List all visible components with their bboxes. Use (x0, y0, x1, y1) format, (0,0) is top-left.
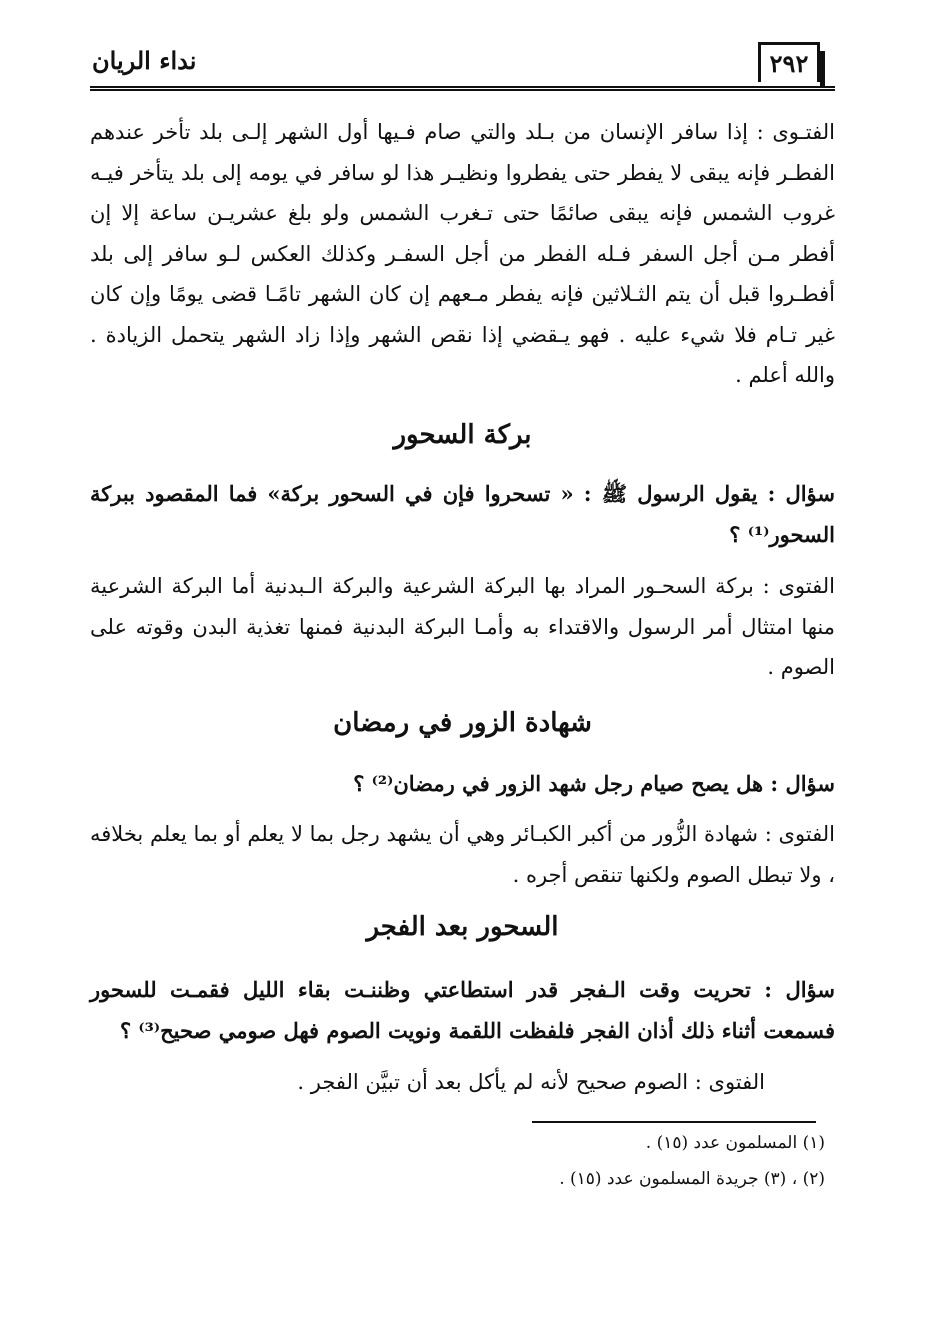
running-header-title: نداء الريان (92, 46, 197, 75)
section-suhoor-after-dawn (90, 970, 835, 1051)
page-number: ٢٩٢ (758, 42, 820, 82)
section-heading: شهادة الزور في رمضان (333, 708, 592, 738)
question-paragraph: سؤال : يقول الرسول ﷺ : « تسحروا فإن في السحور بركة» فما المقصود ببركة السحور⁽¹⁾ ؟ (90, 481, 835, 547)
section-heading: بركة السحور (393, 420, 532, 450)
header-divider (90, 86, 835, 91)
fatwa-paragraph: الفتـوى : إذا سافر الإنسان من بـلد والتي صام فـيها أول الشهر إلـى بلد تأخر عندهم الفطـر فإنه يبقى لا يفطر حتى يفطروا ونظيـر هذا لو سافر في يومه إلى بلد يتأخر فيـه غروب الشمس فإنه يبقى صائمًا حتى تـغرب الشمس ولو بلغ عشريـن ساعة إلا إن أفطر مـن أجل السفر فـله الفطر من أجل السفـر وكذلك العكس لـو سافر إلى بلد أفطـروا قبل أن يتم الثـلاثين فإنه يفطر مـعهم إن كان الشهر تامًـا قضى يومًا وإن كان غير تـام فلا شيء عليه . فهو يـقضي إذا نقص الشهر وإذا زاد الشهر يتحمل الزيادة . والله أعلم . (90, 120, 835, 387)
fatwa-paragraph: الفتوى : بركة السحـور المراد بها البركة الشرعية والبركة الـبدنية أما البركة الشرعية منها امتثال أمر الرسول والاقتداء به وأمـا البركة البدنية فمنها تغذية البدن وقوته على الصوم . (90, 574, 835, 679)
fatwa-paragraph: الفتوى : الصوم صحيح لأنه لم يأكل بعد أن تبيَّن الفجر . (297, 1070, 765, 1094)
section-intro (90, 112, 835, 396)
section-suhoor-blessing (90, 474, 835, 555)
section-suhoor-after-dawn-fatwa (90, 1062, 835, 1103)
question-paragraph: سؤال : تحريت وقت الـفجر قدر استطاعتي وظننـت بقاء الليل فقمـت للسحور فسمعت أثناء ذلك أذان الفجر فلفظت اللقمة ونويت الصوم فهل صومي صحيح⁽³⁾ ؟ (90, 977, 835, 1043)
section-heading: السحور بعد الفجر (366, 912, 559, 942)
footnote: (٢) ، (٣) جريدة المسلمون عدد (١٥) . (559, 1169, 825, 1189)
section-suhoor-blessing-fatwa (90, 566, 835, 688)
footnote-divider (532, 1121, 816, 1123)
section-false-testimony-fatwa (90, 814, 835, 895)
fatwa-paragraph: الفتوى : شهادة الزُّور من أكبر الكبـائر وهي أن يشهد رجل بما لا يعلم أو بما يعلم بخلافه ، ولا تبطل الصوم ولكنها تنقص أجره . (90, 822, 835, 887)
section-false-testimony (90, 764, 835, 805)
footnote: (١) المسلمون عدد (١٥) . (645, 1133, 825, 1153)
question-paragraph: سؤال : هل يصح صيام رجل شهد الزور في رمضان⁽²⁾ ؟ (353, 771, 835, 796)
